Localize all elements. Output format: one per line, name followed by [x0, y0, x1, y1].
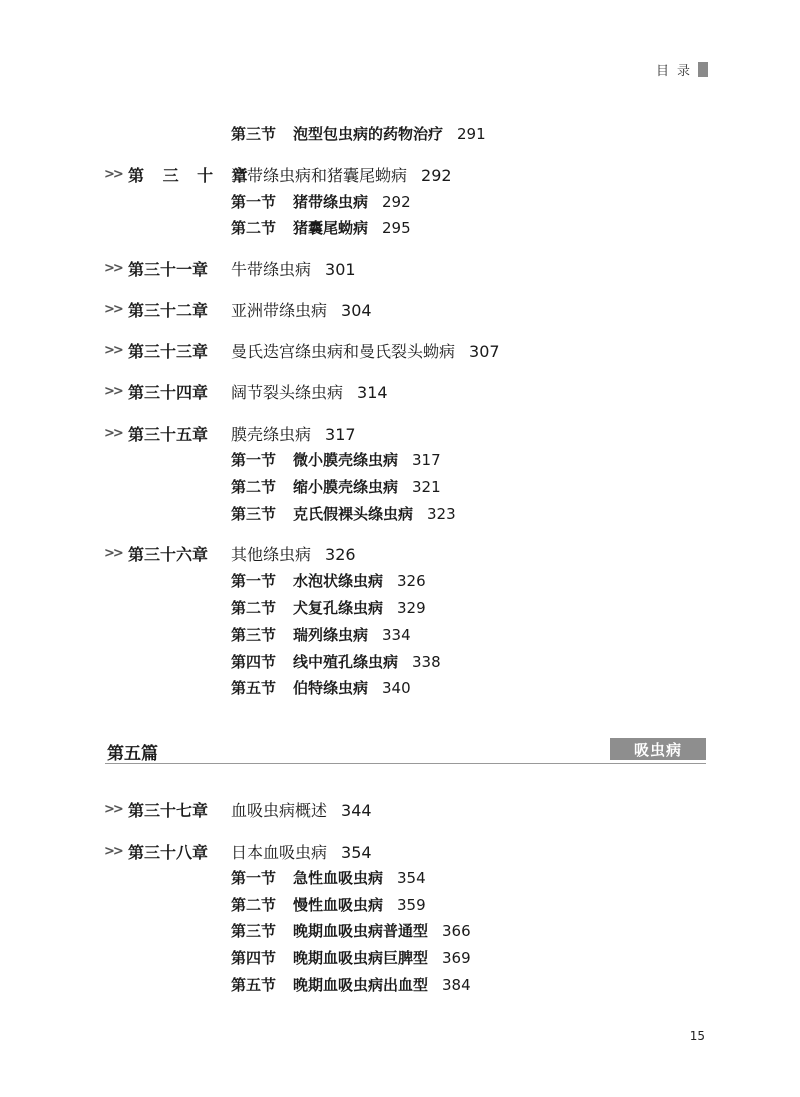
section-title: 伯特绦虫病 340: [293, 678, 411, 697]
chapter-number: 第 三 十 章: [128, 165, 255, 185]
page-number: 307: [469, 341, 500, 361]
chapter-number: 第三十五章: [128, 424, 209, 444]
double-chevron-icon: >>: [104, 545, 122, 561]
header-char-1: 目: [655, 64, 669, 79]
section-number: 第三节: [231, 124, 277, 143]
chapter-title: 其他绦虫病 326: [231, 544, 356, 564]
page-number: 354: [397, 868, 426, 887]
page-number: 301: [325, 259, 356, 279]
chapter-title: 亚洲带绦虫病 304: [231, 300, 372, 320]
page-number: 334: [382, 625, 411, 644]
page-number: 329: [397, 598, 426, 617]
section-number: 第二节: [231, 477, 277, 496]
double-chevron-icon: >>: [104, 843, 122, 859]
section-number: 第三节: [231, 504, 277, 523]
chapter-title: 血吸虫病概述 344: [231, 800, 372, 820]
part-tag: 吸虫病: [610, 738, 706, 760]
section-number: 第三节: [231, 921, 277, 940]
page-number: 354: [341, 842, 372, 862]
page-footer-number: 15: [689, 1029, 705, 1043]
chapter-title: 阔节裂头绦虫病 314: [231, 382, 388, 402]
section-number: 第五节: [231, 678, 277, 697]
page-number: 384: [442, 975, 471, 994]
double-chevron-icon: >>: [104, 166, 122, 182]
section-number: 第一节: [231, 192, 277, 211]
section-title: 犬复孔绦虫病 329: [293, 598, 426, 617]
section-title: 猪带绦虫病 292: [293, 192, 411, 211]
section-title: 猪囊尾蚴病 295: [293, 218, 411, 237]
page-number: 326: [325, 544, 356, 564]
chapter-number: 第三十四章: [128, 382, 209, 402]
page-number: 369: [442, 948, 471, 967]
section-title: 克氏假裸头绦虫病 323: [293, 504, 456, 523]
double-chevron-icon: >>: [104, 801, 122, 817]
chapter-title: 膜壳绦虫病 317: [231, 424, 356, 444]
chapter-number: 第三十二章: [128, 300, 209, 320]
section-number: 第一节: [231, 571, 277, 590]
section-title: 线中殖孔绦虫病 338: [293, 652, 441, 671]
double-chevron-icon: >>: [104, 260, 122, 276]
section-title: 慢性血吸虫病 359: [293, 895, 426, 914]
double-chevron-icon: >>: [104, 301, 122, 317]
page-number: 304: [341, 300, 372, 320]
page-number: 323: [427, 504, 456, 523]
chapter-number: 第三十七章: [128, 800, 209, 820]
chapter-title: 猪带绦虫病和猪囊尾蚴病 292: [231, 165, 452, 185]
section-number: 第一节: [231, 868, 277, 887]
section-title: 缩小膜壳绦虫病 321: [293, 477, 441, 496]
section-title: 晚期血吸虫病普通型 366: [293, 921, 471, 940]
section-number: 第三节: [231, 625, 277, 644]
section-title: 瑞列绦虫病 334: [293, 625, 411, 644]
section-number: 第四节: [231, 948, 277, 967]
double-chevron-icon: >>: [104, 342, 122, 358]
page-number: 292: [421, 165, 452, 185]
page-number: 291: [457, 124, 486, 143]
chapter-title: 曼氏迭宫绦虫病和曼氏裂头蚴病 307: [231, 341, 500, 361]
chapter-number: 第三十八章: [128, 842, 209, 862]
section-number: 第四节: [231, 652, 277, 671]
double-chevron-icon: >>: [104, 383, 122, 399]
page-number: 366: [442, 921, 471, 940]
chapter-title: 日本血吸虫病 354: [231, 842, 372, 862]
section-title: 晚期血吸虫病出血型 384: [293, 975, 471, 994]
section-number: 第二节: [231, 598, 277, 617]
chapter-number: 第三十一章: [128, 259, 209, 279]
page-number: 321: [412, 477, 441, 496]
page-number: 317: [412, 450, 441, 469]
section-title: 水泡状绦虫病 326: [293, 571, 426, 590]
running-header: [656, 60, 708, 79]
page-number: 326: [397, 571, 426, 590]
section-number: 第二节: [231, 895, 277, 914]
section-title: 急性血吸虫病 354: [293, 868, 426, 887]
section-title: 泡型包虫病的药物治疗 291: [293, 124, 486, 143]
header-char-2: 录: [676, 64, 690, 79]
part-label: 第五篇: [107, 744, 158, 764]
chapter-title: 牛带绦虫病 301: [231, 259, 356, 279]
part-divider: [105, 737, 706, 764]
page-number: 340: [382, 678, 411, 697]
section-number: 第五节: [231, 975, 277, 994]
page-number: 295: [382, 218, 411, 237]
section-title: 微小膜壳绦虫病 317: [293, 450, 441, 469]
section-number: 第二节: [231, 218, 277, 237]
section-number: 第一节: [231, 450, 277, 469]
section-title: 晚期血吸虫病巨脾型 369: [293, 948, 471, 967]
chapter-number: 第三十三章: [128, 341, 209, 361]
page-number: 359: [397, 895, 426, 914]
chapter-number: 第三十六章: [128, 544, 209, 564]
page-number: 314: [357, 382, 388, 402]
page-number: 292: [382, 192, 411, 211]
double-chevron-icon: >>: [104, 425, 122, 441]
page-number: 317: [325, 424, 356, 444]
page-number: 344: [341, 800, 372, 820]
page-number: 338: [412, 652, 441, 671]
header-block-icon: [698, 62, 708, 77]
